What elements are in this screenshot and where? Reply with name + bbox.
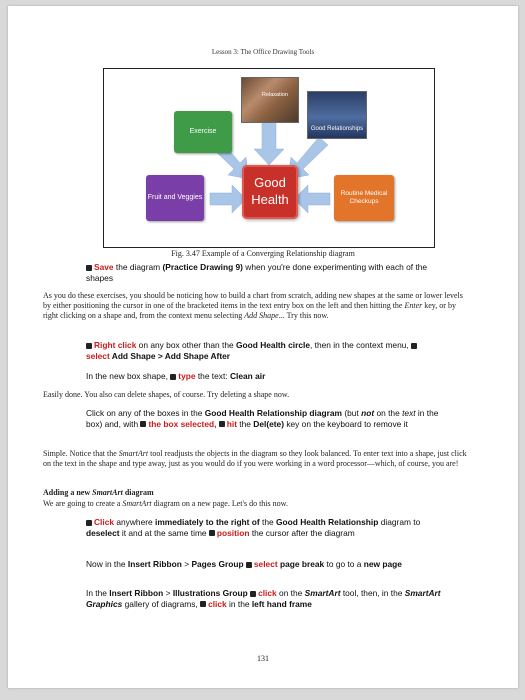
instruction-right-click: Right click on any box other than the Good Health circle, then in the context menu, select Add Shape > Add Shape After: [86, 340, 441, 361]
arrow-relaxation: [254, 121, 284, 165]
routine-checkups-box: Routine Medical Checkups: [334, 175, 394, 221]
converging-relationship-diagram: [103, 68, 435, 248]
instruction-insert-smartart: In the Insert Ribbon > Illustrations Group click on the SmartArt tool, then, in the SmartArt Graphics gallery of diagrams, click in the left hand frame: [86, 588, 441, 609]
instruction-click-deselect: Click anywhere immediately to the right of the Good Health Relationship diagram to deselect it and at the same time position the cursor after the diagram: [86, 517, 421, 538]
paragraph-smartart-readjusts: Simple. Notice that the SmartArt tool readjusts the objects in the diagram so they look balanced. To enter text into a shape, just click on the text in the shape and type away, just as you would do if you were working in a word processor—which, of course, you are!: [43, 449, 467, 468]
instruction-page-break: Now in the Insert Ribbon > Pages Group select page break to go to a new page: [86, 559, 402, 569]
running-header: Lesson 3: The Office Drawing Tools: [211, 48, 315, 56]
paragraph-delete-shapes: Easily done. You also can delete shapes, of course. Try deleting a shape now.: [43, 390, 290, 399]
relaxation-photo: [241, 77, 299, 123]
good-relationships-label: Good Relationships: [310, 126, 364, 133]
mouse-icon: [200, 601, 206, 607]
arrow-fruit: [210, 185, 246, 213]
document-page: [8, 6, 518, 688]
instruction-delete-box: Click on any of the boxes in the Good Health Relationship diagram (but not on the text in the box) and, with the box selected, hit the Del(ete) key on the keyboard to remove it: [86, 408, 439, 429]
keyboard-icon: [209, 530, 215, 536]
fruit-and-veggies-box: Fruit and Veggies: [146, 175, 204, 221]
relaxation-label: Relaxation: [262, 92, 288, 98]
good-health-box: Good Health: [242, 165, 298, 219]
mouse-icon: [246, 562, 252, 568]
instruction-type-clean-air: In the new box shape, type the text: Clean air: [86, 371, 266, 381]
page-number: 131: [257, 654, 269, 663]
mouse-icon: [86, 343, 92, 349]
keyboard-icon: [86, 265, 92, 271]
mouse-icon: [411, 343, 417, 349]
paragraph-create-smartart: We are going to create a SmartArt diagram on a new page. Let's do this now.: [43, 499, 288, 508]
exercise-box: Exercise: [174, 111, 232, 153]
keyboard-icon: [140, 421, 146, 427]
keyboard-icon: [219, 421, 225, 427]
relationships-photo: [307, 91, 367, 139]
section-heading-adding-smartart: Adding a new SmartArt diagram: [43, 488, 154, 497]
instruction-save: Save the diagram (Practice Drawing 9) when you're done experimenting with each of the shapes: [86, 262, 428, 283]
mouse-icon: [250, 591, 256, 597]
paragraph-building-charts: As you do these exercises, you should be noticing how to build a chart from scratch, adding new shapes at the same or lower levels by either positioning the cursor in one of the bracketed items in the text entry box on the left and then hitting the Enter key, or by right clicking on a shape and, from the context menu selecting Add Shape... Try this now.: [43, 291, 463, 320]
keyboard-icon: [170, 374, 176, 380]
arrow-routine: [294, 185, 330, 213]
mouse-icon: [86, 520, 92, 526]
figure-caption: Fig. 3.47 Example of a Converging Relationship diagram: [171, 249, 355, 258]
